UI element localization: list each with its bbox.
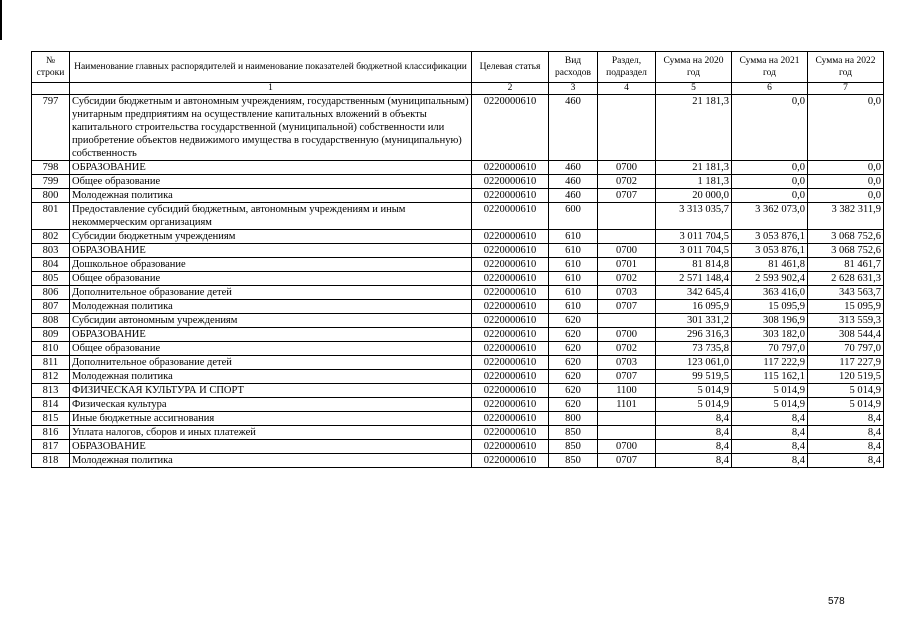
row-sum-2020: 342 645,4 (656, 286, 732, 300)
row-target-article: 0220000610 (472, 161, 549, 175)
header-section: Раздел, подраздел (598, 52, 656, 83)
table-row (32, 272, 884, 286)
table-row (32, 203, 884, 230)
row-name: Молодежная политика (70, 300, 472, 314)
row-expense-kind: 620 (549, 342, 598, 356)
column-number: 4 (598, 83, 656, 95)
row-expense-kind: 850 (549, 454, 598, 468)
row-sum-2021: 308 196,9 (732, 314, 808, 328)
row-sum-2022: 5 014,9 (808, 398, 884, 412)
row-sum-2021: 8,4 (732, 440, 808, 454)
table-row (32, 300, 884, 314)
row-name: Общее образование (70, 175, 472, 189)
row-expense-kind: 620 (549, 384, 598, 398)
row-sum-2022: 3 068 752,6 (808, 244, 884, 258)
row-sum-2021: 0,0 (732, 175, 808, 189)
row-sum-2022: 3 382 311,9 (808, 203, 884, 230)
row-name: Общее образование (70, 272, 472, 286)
row-sum-2021: 0,0 (732, 95, 808, 161)
row-name: Общее образование (70, 342, 472, 356)
row-sum-2022: 81 461,7 (808, 258, 884, 272)
row-sum-2020: 99 519,5 (656, 370, 732, 384)
row-number: 808 (32, 314, 70, 328)
row-name: Молодежная политика (70, 370, 472, 384)
row-target-article: 0220000610 (472, 189, 549, 203)
row-name: ОБРАЗОВАНИЕ (70, 440, 472, 454)
table-row (32, 398, 884, 412)
row-expense-kind: 620 (549, 398, 598, 412)
row-sum-2020: 296 316,3 (656, 328, 732, 342)
row-number: 813 (32, 384, 70, 398)
row-target-article: 0220000610 (472, 384, 549, 398)
row-expense-kind: 610 (549, 230, 598, 244)
row-sum-2020: 3 011 704,5 (656, 244, 732, 258)
row-expense-kind: 850 (549, 440, 598, 454)
row-name: Уплата налогов, сборов и иных платежей (70, 426, 472, 440)
row-target-article: 0220000610 (472, 412, 549, 426)
row-section: 1101 (598, 398, 656, 412)
row-sum-2021: 5 014,9 (732, 398, 808, 412)
row-name: ФИЗИЧЕСКАЯ КУЛЬТУРА И СПОРТ (70, 384, 472, 398)
table-row (32, 370, 884, 384)
row-sum-2022: 0,0 (808, 175, 884, 189)
column-number-row (32, 83, 884, 95)
row-name: Дополнительное образование детей (70, 356, 472, 370)
row-section: 0702 (598, 175, 656, 189)
table-header-row (32, 52, 884, 83)
column-number: 6 (732, 83, 808, 95)
row-name: ОБРАЗОВАНИЕ (70, 328, 472, 342)
table-row (32, 426, 884, 440)
header-sum-2020: Сумма на 2020 год (656, 52, 732, 83)
table-row (32, 314, 884, 328)
row-name: Молодежная политика (70, 189, 472, 203)
table-row (32, 189, 884, 203)
row-section (598, 203, 656, 230)
row-sum-2021: 70 797,0 (732, 342, 808, 356)
row-number: 797 (32, 95, 70, 161)
row-name: Субсидии автономным учреждениям (70, 314, 472, 328)
row-sum-2020: 8,4 (656, 454, 732, 468)
row-section: 0702 (598, 342, 656, 356)
row-sum-2020: 8,4 (656, 412, 732, 426)
header-sum-2021: Сумма на 2021 год (732, 52, 808, 83)
row-section: 0703 (598, 356, 656, 370)
row-sum-2021: 117 222,9 (732, 356, 808, 370)
row-section (598, 314, 656, 328)
row-section: 0701 (598, 258, 656, 272)
row-sum-2022: 313 559,3 (808, 314, 884, 328)
row-expense-kind: 620 (549, 370, 598, 384)
row-sum-2021: 5 014,9 (732, 384, 808, 398)
row-name: Субсидии бюджетным и автономным учреждениям, государственным (муниципальным) унитарным предприятиям на осуществление капитальных вложений в объекты капитального строительства государственной (муниципальной) собственности или приобретение объектов недвижимого имущества в государственную (муниципальную) собственность (70, 95, 472, 161)
row-expense-kind: 620 (549, 328, 598, 342)
row-number: 800 (32, 189, 70, 203)
row-sum-2020: 8,4 (656, 426, 732, 440)
row-number: 812 (32, 370, 70, 384)
table-row (32, 412, 884, 426)
row-sum-2021: 2 593 902,4 (732, 272, 808, 286)
table-row (32, 286, 884, 300)
row-section: 0700 (598, 328, 656, 342)
row-sum-2022: 308 544,4 (808, 328, 884, 342)
row-sum-2020: 21 181,3 (656, 95, 732, 161)
row-expense-kind: 610 (549, 300, 598, 314)
row-number: 803 (32, 244, 70, 258)
row-sum-2020: 3 313 035,7 (656, 203, 732, 230)
row-target-article: 0220000610 (472, 342, 549, 356)
row-sum-2020: 2 571 148,4 (656, 272, 732, 286)
row-expense-kind: 460 (549, 175, 598, 189)
row-sum-2021: 15 095,9 (732, 300, 808, 314)
row-expense-kind: 460 (549, 161, 598, 175)
table-row (32, 244, 884, 258)
row-expense-kind: 600 (549, 203, 598, 230)
row-target-article: 0220000610 (472, 440, 549, 454)
row-sum-2021: 3 362 073,0 (732, 203, 808, 230)
table-row (32, 161, 884, 175)
row-number: 801 (32, 203, 70, 230)
row-sum-2022: 5 014,9 (808, 384, 884, 398)
row-target-article: 0220000610 (472, 314, 549, 328)
row-number: 811 (32, 356, 70, 370)
row-number: 802 (32, 230, 70, 244)
header-expense-kind: Вид расходов (549, 52, 598, 83)
row-name: Молодежная политика (70, 454, 472, 468)
row-sum-2020: 73 735,8 (656, 342, 732, 356)
row-sum-2020: 301 331,2 (656, 314, 732, 328)
row-name: Дополнительное образование детей (70, 286, 472, 300)
row-sum-2022: 8,4 (808, 412, 884, 426)
row-name: ОБРАЗОВАНИЕ (70, 244, 472, 258)
row-expense-kind: 620 (549, 314, 598, 328)
row-sum-2022: 8,4 (808, 426, 884, 440)
row-sum-2021: 3 053 876,1 (732, 244, 808, 258)
table-row (32, 384, 884, 398)
row-name: Иные бюджетные ассигнования (70, 412, 472, 426)
header-sum-2022: Сумма на 2022 год (808, 52, 884, 83)
budget-table (31, 51, 884, 468)
column-number: 2 (472, 83, 549, 95)
row-expense-kind: 460 (549, 189, 598, 203)
table-row (32, 258, 884, 272)
row-section: 0707 (598, 189, 656, 203)
row-target-article: 0220000610 (472, 328, 549, 342)
row-number: 806 (32, 286, 70, 300)
row-sum-2020: 1 181,3 (656, 175, 732, 189)
row-target-article: 0220000610 (472, 300, 549, 314)
table-row (32, 454, 884, 468)
column-number: 5 (656, 83, 732, 95)
row-sum-2021: 8,4 (732, 426, 808, 440)
row-expense-kind: 800 (549, 412, 598, 426)
row-number: 810 (32, 342, 70, 356)
row-number: 798 (32, 161, 70, 175)
table-row (32, 95, 884, 161)
row-expense-kind: 610 (549, 286, 598, 300)
row-section: 0700 (598, 244, 656, 258)
row-sum-2021: 8,4 (732, 412, 808, 426)
row-section: 0707 (598, 300, 656, 314)
table-row (32, 230, 884, 244)
row-sum-2021: 115 162,1 (732, 370, 808, 384)
row-target-article: 0220000610 (472, 95, 549, 161)
row-sum-2022: 120 519,5 (808, 370, 884, 384)
row-target-article: 0220000610 (472, 272, 549, 286)
row-sum-2021: 363 416,0 (732, 286, 808, 300)
column-number (32, 83, 70, 95)
row-section (598, 95, 656, 161)
row-sum-2021: 8,4 (732, 454, 808, 468)
row-name: ОБРАЗОВАНИЕ (70, 161, 472, 175)
row-sum-2022: 8,4 (808, 454, 884, 468)
table-row (32, 356, 884, 370)
row-target-article: 0220000610 (472, 258, 549, 272)
row-target-article: 0220000610 (472, 398, 549, 412)
row-sum-2020: 5 014,9 (656, 384, 732, 398)
row-section (598, 230, 656, 244)
row-section: 0703 (598, 286, 656, 300)
row-sum-2020: 16 095,9 (656, 300, 732, 314)
row-sum-2022: 0,0 (808, 189, 884, 203)
row-sum-2020: 21 181,3 (656, 161, 732, 175)
row-expense-kind: 850 (549, 426, 598, 440)
row-sum-2021: 0,0 (732, 189, 808, 203)
table-row (32, 175, 884, 189)
row-section: 0700 (598, 440, 656, 454)
row-target-article: 0220000610 (472, 203, 549, 230)
row-expense-kind: 610 (549, 258, 598, 272)
row-sum-2021: 81 461,8 (732, 258, 808, 272)
row-target-article: 0220000610 (472, 244, 549, 258)
row-sum-2020: 123 061,0 (656, 356, 732, 370)
row-target-article: 0220000610 (472, 454, 549, 468)
row-number: 818 (32, 454, 70, 468)
row-expense-kind: 620 (549, 356, 598, 370)
row-sum-2022: 2 628 631,3 (808, 272, 884, 286)
row-number: 799 (32, 175, 70, 189)
row-sum-2022: 3 068 752,6 (808, 230, 884, 244)
row-expense-kind: 610 (549, 244, 598, 258)
row-name: Дошкольное образование (70, 258, 472, 272)
column-number: 7 (808, 83, 884, 95)
column-number: 1 (70, 83, 472, 95)
row-sum-2022: 343 563,7 (808, 286, 884, 300)
row-section (598, 412, 656, 426)
row-expense-kind: 460 (549, 95, 598, 161)
row-sum-2022: 15 095,9 (808, 300, 884, 314)
row-sum-2020: 8,4 (656, 440, 732, 454)
row-sum-2020: 3 011 704,5 (656, 230, 732, 244)
row-section: 0707 (598, 370, 656, 384)
row-number: 816 (32, 426, 70, 440)
row-number: 807 (32, 300, 70, 314)
row-number: 809 (32, 328, 70, 342)
scan-edge-mark (0, 0, 2, 40)
row-name: Физическая культура (70, 398, 472, 412)
row-section: 0707 (598, 454, 656, 468)
row-sum-2021: 0,0 (732, 161, 808, 175)
row-target-article: 0220000610 (472, 426, 549, 440)
row-sum-2020: 20 000,0 (656, 189, 732, 203)
row-sum-2022: 8,4 (808, 440, 884, 454)
row-target-article: 0220000610 (472, 175, 549, 189)
row-sum-2022: 0,0 (808, 161, 884, 175)
row-section (598, 426, 656, 440)
row-number: 804 (32, 258, 70, 272)
row-section: 1100 (598, 384, 656, 398)
row-sum-2020: 81 814,8 (656, 258, 732, 272)
header-row-number: № строки (32, 52, 70, 83)
row-sum-2022: 0,0 (808, 95, 884, 161)
row-name: Предоставление субсидий бюджетным, автономным учреждениям и иным некоммерческим организациям (70, 203, 472, 230)
table-row (32, 328, 884, 342)
table-body (32, 95, 884, 468)
row-number: 805 (32, 272, 70, 286)
row-name: Субсидии бюджетным учреждениям (70, 230, 472, 244)
row-section: 0700 (598, 161, 656, 175)
row-sum-2021: 303 182,0 (732, 328, 808, 342)
page-number: 578 (828, 596, 845, 607)
row-target-article: 0220000610 (472, 286, 549, 300)
header-target-article: Целевая статья (472, 52, 549, 83)
row-number: 815 (32, 412, 70, 426)
header-name: Наименование главных распорядителей и наименование показателей бюджетной классификации (70, 52, 472, 83)
table-row (32, 342, 884, 356)
row-number: 814 (32, 398, 70, 412)
row-sum-2020: 5 014,9 (656, 398, 732, 412)
table-row (32, 440, 884, 454)
row-sum-2021: 3 053 876,1 (732, 230, 808, 244)
row-sum-2022: 117 227,9 (808, 356, 884, 370)
row-expense-kind: 610 (549, 272, 598, 286)
row-section: 0702 (598, 272, 656, 286)
row-target-article: 0220000610 (472, 230, 549, 244)
row-target-article: 0220000610 (472, 356, 549, 370)
row-number: 817 (32, 440, 70, 454)
row-sum-2022: 70 797,0 (808, 342, 884, 356)
row-target-article: 0220000610 (472, 370, 549, 384)
column-number: 3 (549, 83, 598, 95)
